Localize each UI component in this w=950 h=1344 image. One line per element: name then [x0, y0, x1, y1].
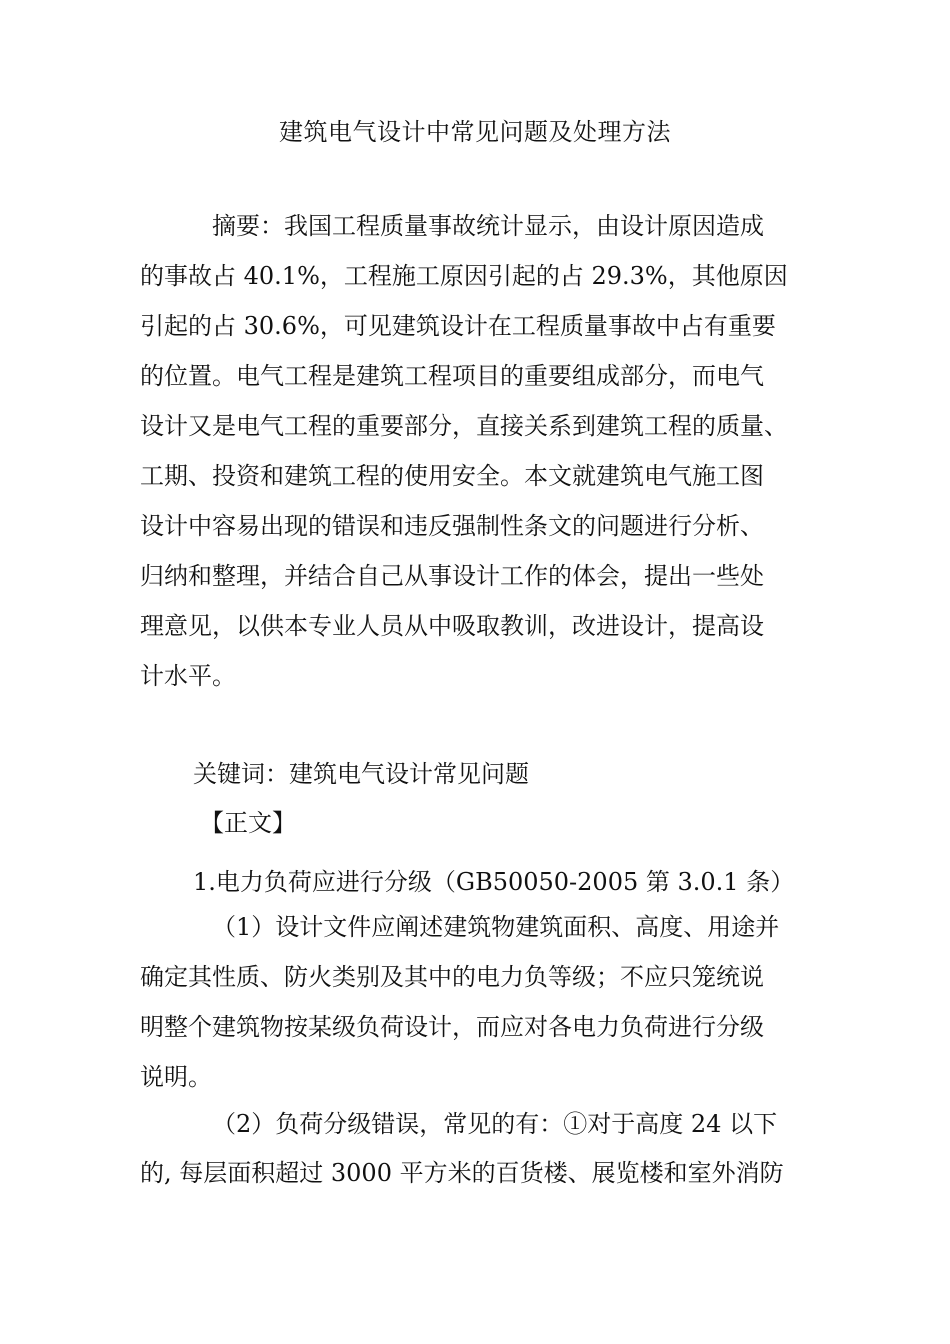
document-title: 建筑电气设计中常见问题及处理方法 — [279, 118, 671, 146]
section-1-heading: 1.电力负荷应进行分级（GB50050-2005 第 3.0.1 条） — [193, 868, 795, 896]
para-1-line-3: 明整个建筑物按某级负荷设计，而应对各电力负荷进行分级 — [140, 1013, 764, 1041]
abstract-line-4: 的位置。电气工程是建筑工程项目的重要组成部分，而电气 — [140, 362, 764, 390]
abstract-line-9: 理意见，以供本专业人员从中吸取教训，改进设计，提高设 — [140, 612, 764, 640]
abstract-line-5: 设计又是电气工程的重要部分，直接关系到建筑工程的质量、 — [140, 412, 788, 440]
abstract-line-8: 归纳和整理，并结合自己从事设计工作的体会，提出一些处 — [140, 562, 764, 590]
body-label: 【正文】 — [200, 809, 296, 837]
keywords-line: 关键词：建筑电气设计常见问题 — [193, 760, 529, 788]
abstract-line-6: 工期、投资和建筑工程的使用安全。本文就建筑电气施工图 — [140, 462, 764, 490]
para-1-line-2: 确定其性质、防火类别及其中的电力负等级；不应只笼统说 — [140, 963, 764, 991]
para-1-line-1: （1）设计文件应阐述建筑物建筑面积、高度、用途并 — [212, 913, 780, 941]
abstract-line-7: 设计中容易出现的错误和违反强制性条文的问题进行分析、 — [140, 512, 764, 540]
abstract-line-10: 计水平。 — [140, 662, 236, 690]
para-2-line-2: 的, 每层面积超过 3000 平方米的百货楼、展览楼和室外消防 — [140, 1159, 784, 1187]
abstract-line-3: 引起的占 30.6%，可见建筑设计在工程质量事故中占有重要 — [140, 312, 776, 340]
para-2-line-1: （2）负荷分级错误，常见的有：①对于高度 24 以下 — [212, 1110, 778, 1138]
para-1-line-4: 说明。 — [140, 1063, 212, 1091]
abstract-line-1: 摘要：我国工程质量事故统计显示，由设计原因造成 — [212, 212, 764, 240]
abstract-line-2: 的事故占 40.1%，工程施工原因引起的占 29.3%，其他原因 — [140, 262, 788, 290]
